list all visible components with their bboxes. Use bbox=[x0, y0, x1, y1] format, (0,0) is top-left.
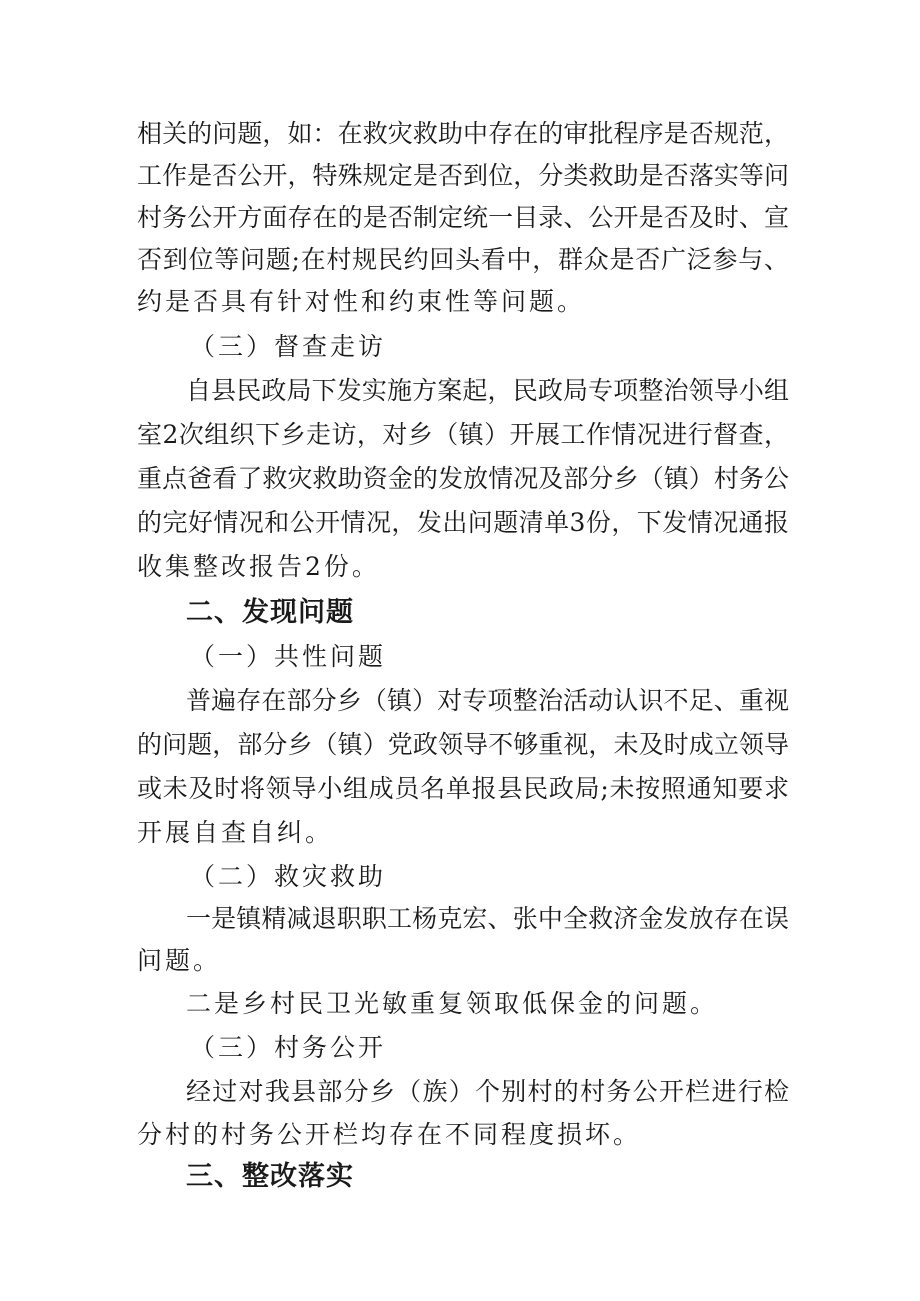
paragraph-line: 二是乡村民卫光敏重复领取低保金的问题。 bbox=[186, 989, 719, 1018]
subheading-village-affairs: （三）村务公开 bbox=[190, 1033, 387, 1062]
paragraph-line: 自县民政局下发实施方案起，民政局专项整治领导小组 bbox=[186, 376, 789, 405]
paragraph-line: 相关的问题，如：在救灾救助中存在的审批程序是否规范， bbox=[137, 119, 789, 148]
subheading-common: （一）共性问题 bbox=[190, 642, 387, 671]
paragraph-line: 一是镇精减退职职工杨克宏、张中全救济金发放存在误 bbox=[186, 904, 789, 933]
paragraph-line: 重点爸看了救灾救助资金的发放情况及部分乡（镇）村务公 bbox=[137, 464, 789, 493]
paragraph-line: 普遍存在部分乡（镇）对专项整治活动认识不足、重视 bbox=[186, 686, 789, 715]
paragraph-line: 问题。 bbox=[137, 946, 222, 975]
section-heading-rectification: 三、整改落实 bbox=[186, 1161, 354, 1192]
paragraph-line: 分村的村务公开栏均存在不同程度损坏。 bbox=[137, 1120, 642, 1149]
paragraph-line: 村务公开方面存在的是否制定统一目录、公开是否及时、宣 bbox=[137, 203, 789, 232]
paragraph-line: 的问题，部分乡（镇）党政领导不够重视，未及时成立领导 bbox=[137, 730, 789, 759]
paragraph-line: 工作是否公开，特殊规定是否到位，分类救助是否落实等问 bbox=[137, 161, 789, 190]
paragraph-line: 开展自查自纠。 bbox=[137, 818, 334, 847]
paragraph-line: 室2次组织下乡走访，对乡（镇）开展工作情况进行督查， bbox=[137, 420, 789, 449]
section-heading-problems: 二、发现问题 bbox=[186, 597, 354, 628]
paragraph-line: 或未及时将领导小组成员名单报县民政局;未按照通知要求 bbox=[137, 774, 789, 803]
paragraph-line: 的完好情况和公开情况，发出问题清单3份，下发情况通报 bbox=[137, 508, 789, 537]
subheading-supervision: （三）督查走访 bbox=[190, 332, 387, 361]
subheading-disaster-relief: （二）救灾救助 bbox=[190, 862, 387, 891]
paragraph-line: 否到位等问题;在村规民约回头看中，群众是否广泛参与、 bbox=[137, 245, 789, 274]
paragraph-line: 约是否具有针对性和约束性等问题。 bbox=[137, 287, 586, 316]
paragraph-line: 经过对我县部分乡（族）个别村的村务公开栏进行检 bbox=[186, 1077, 789, 1106]
paragraph-line: 收集整改报告2份。 bbox=[137, 552, 380, 581]
